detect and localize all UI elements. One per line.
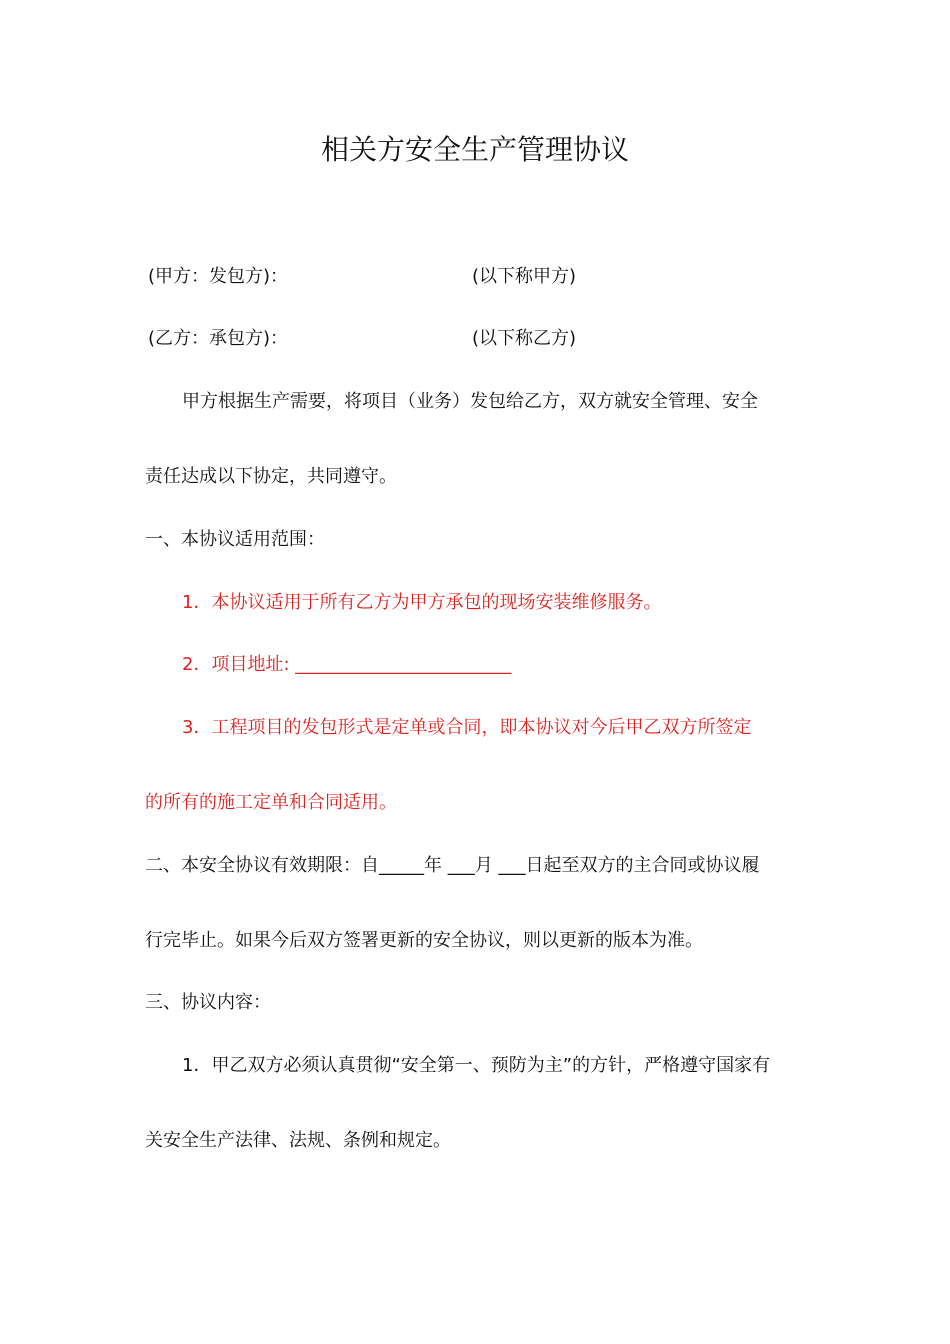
party-b-suffix: (以下称乙方)	[472, 328, 577, 349]
section-2-line-2: 行完毕止。如果今后双方签署更新的安全协议，则以更新的版本为准。	[145, 930, 703, 951]
intro-line-2: 责任达成以下协定，共同遵守。	[145, 466, 397, 487]
party-b-label: (乙方：承包方)：	[148, 328, 289, 349]
section-3-item-1-line-2: 关安全生产法律、法规、条例和规定。	[145, 1130, 451, 1151]
section-1-item-3-line-1: 3．工程项目的发包形式是定单或合同，即本协议对今后甲乙双方所签定	[182, 717, 752, 738]
section-1-item-1: 1．本协议适用于所有乙方为甲方承包的现场安装维修服务。	[182, 592, 662, 613]
party-a-label: (甲方：发包方)：	[148, 266, 289, 287]
section-1-heading: 一、本协议适用范围：	[145, 529, 325, 550]
section-2-line-1: 二、本安全协议有效期限：自_____年 ___月 ___日起至双方的主合同或协议履	[145, 855, 760, 876]
section-1-item-3-line-2: 的所有的施工定单和合同适用。	[145, 792, 397, 813]
section-3-item-1-line-1: 1．甲乙双方必须认真贯彻“安全第一、预防为主”的方针，严格遵守国家有	[182, 1055, 771, 1076]
section-1-item-2: 2．项目地址: ________________________	[182, 654, 512, 675]
party-a-suffix: (以下称甲方)	[472, 266, 577, 287]
document-title: 相关方安全生产管理协议	[320, 133, 629, 166]
section-3-heading: 三、协议内容：	[145, 992, 271, 1013]
intro-line-1: 甲方根据生产需要，将项目（业务）发包给乙方，双方就安全管理、安全	[182, 391, 758, 412]
